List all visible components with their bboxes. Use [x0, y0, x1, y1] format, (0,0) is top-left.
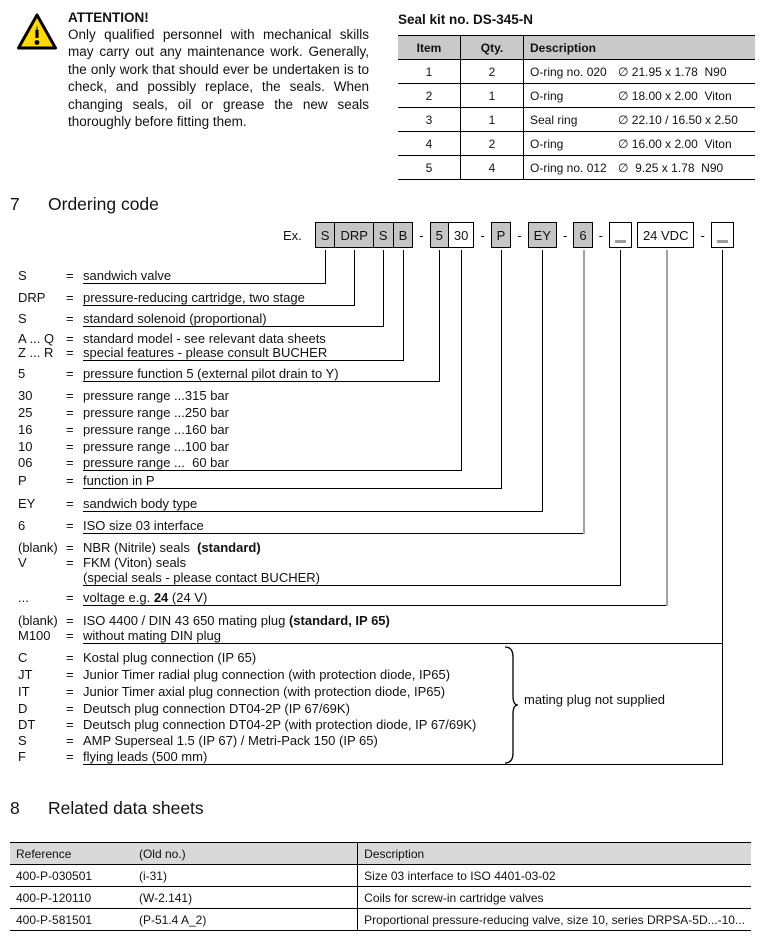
section-number: 7 — [10, 194, 20, 214]
connector-line — [583, 250, 585, 534]
legend-code: F — [18, 749, 26, 764]
legend-code: 06 — [18, 455, 33, 470]
item-cell: 1 — [398, 60, 461, 84]
equals-sign: = — [66, 667, 74, 682]
table-row — [398, 156, 755, 180]
example-label: Ex. — [283, 227, 302, 243]
description-cell — [524, 60, 756, 84]
legend-code: 25 — [18, 405, 33, 420]
equals-sign: = — [66, 733, 74, 748]
legend-description: without mating DIN plug — [83, 628, 222, 643]
reference-cell: 400-P-581501 — [10, 909, 133, 931]
legend-description-segment: 24 — [153, 590, 169, 605]
equals-sign: = — [66, 540, 74, 555]
item-cell: 5 — [398, 156, 461, 180]
legend-description-segment: (24 V) — [168, 590, 208, 605]
legend-row — [0, 733, 760, 749]
legend-description: pressure range ...160 bar — [83, 422, 229, 437]
equals-sign: = — [66, 650, 74, 665]
legend-row — [0, 701, 760, 717]
seal-dimensions: ∅ 22.10 / 16.50 x 2.50 — [618, 112, 738, 127]
ordering-code-diagram — [0, 220, 760, 798]
qty-cell: 1 — [461, 108, 524, 132]
column-header: Reference — [10, 843, 133, 865]
seal-dimensions: ∅ 18.00 x 2.00 Viton — [618, 88, 732, 103]
related-data-sheets-table — [10, 842, 751, 931]
connector-line — [403, 250, 404, 361]
legend-description: (special seals - please contact BUCHER) — [83, 570, 320, 585]
legend-row — [0, 496, 760, 512]
legend-code: P — [18, 473, 27, 488]
equals-sign: = — [66, 590, 74, 605]
equals-sign: = — [66, 628, 74, 643]
seal-name: Seal ring — [530, 112, 578, 127]
legend-description: Deutsch plug connection DT04-2P (with protection diode, IP 67/69K) — [83, 717, 477, 732]
order-code-box: P — [491, 222, 512, 248]
legend-description: pressure range ...100 bar — [83, 439, 229, 454]
column-header: Description — [358, 843, 751, 865]
connector-underline — [83, 283, 326, 284]
order-code-box: EY — [528, 222, 557, 248]
legend-code: 5 — [18, 366, 26, 381]
seal-dimensions: ∅ 16.00 x 2.00 Viton — [618, 136, 732, 151]
legend-description: ISO size 03 interface — [83, 518, 204, 533]
connector-underline — [83, 360, 404, 361]
legend-row — [0, 439, 760, 455]
attention-body: Only qualified personnel with mechanical skills may carry out any maintenance work. Generally, the only work that should ever be undertaken is to check, and possibly replace, the seals. When changing seals, oil or grease the new seals thoroughly before fitting them. — [68, 27, 369, 130]
order-code-box: DRP — [334, 222, 373, 248]
legend-description-segment: (standard, IP 65) — [288, 613, 390, 628]
order-code-boxes — [283, 222, 734, 248]
reference-cell: 400-P-120110 — [10, 887, 133, 909]
legend-row — [0, 590, 760, 606]
legend-row — [0, 555, 760, 571]
legend-row — [0, 628, 760, 644]
legend-code: 30 — [18, 388, 33, 403]
qty-cell: 2 — [461, 60, 524, 84]
legend-description: sandwich body type — [83, 496, 198, 511]
old-number-cell: (P-51.4 A_2) — [133, 909, 358, 931]
legend-row — [0, 717, 760, 733]
order-code-box: 24 VDC — [637, 222, 695, 248]
reference-cell: 400-P-030501 — [10, 865, 133, 887]
legend-row — [0, 422, 760, 438]
connector-underline — [83, 605, 667, 606]
legend-description: flying leads (500 mm) — [83, 749, 208, 764]
section-number: 8 — [10, 798, 20, 818]
code-separator: - — [700, 227, 705, 243]
item-cell: 2 — [398, 84, 461, 108]
code-separator: - — [517, 227, 522, 243]
legend-description — [83, 613, 390, 628]
code-separator: - — [419, 227, 424, 243]
equals-sign: = — [66, 701, 74, 716]
qty-cell: 1 — [461, 84, 524, 108]
connector-underline — [83, 488, 502, 489]
connector-line — [620, 250, 621, 586]
legend-row — [0, 405, 760, 421]
legend-row — [0, 311, 760, 327]
legend-code: (blank) — [18, 540, 58, 555]
equals-sign: = — [66, 331, 74, 346]
legend-code: M100 — [18, 628, 51, 643]
legend-code: 6 — [18, 518, 26, 533]
order-code-box: B — [393, 222, 414, 248]
legend-code: DT — [18, 717, 36, 732]
legend-row — [0, 455, 760, 471]
legend-description: special features - please consult BUCHER — [83, 345, 328, 360]
legend-row — [0, 570, 760, 586]
legend-code: S — [18, 268, 27, 283]
legend-row — [0, 650, 760, 666]
seal-name: O-ring — [530, 88, 564, 103]
equals-sign: = — [66, 518, 74, 533]
legend-code: JT — [18, 667, 33, 682]
legend-description: FKM (Viton) seals — [83, 555, 187, 570]
legend-description: sandwich valve — [83, 268, 172, 283]
legend-description: Deutsch plug connection DT04-2P (IP 67/69K) — [83, 701, 350, 716]
equals-sign: = — [66, 684, 74, 699]
legend-description — [83, 540, 261, 555]
equals-sign: = — [66, 496, 74, 511]
table-row — [10, 865, 751, 887]
connector-line — [439, 250, 440, 382]
attention-title: ATTENTION! — [68, 10, 149, 25]
blank-placeholder-mark — [717, 240, 728, 243]
seal-kit-block — [398, 12, 755, 180]
legend-row — [0, 667, 760, 683]
equals-sign: = — [66, 268, 74, 283]
legend-row — [0, 366, 760, 382]
old-number-cell: (W-2.141) — [133, 887, 358, 909]
code-separator: - — [598, 227, 603, 243]
seal-dimensions: ∅ 9.25 x 1.78 N90 — [618, 160, 724, 175]
old-number-cell: (i-31) — [133, 865, 358, 887]
equals-sign: = — [66, 422, 74, 437]
table-row — [398, 60, 755, 84]
legend-row — [0, 290, 760, 306]
item-cell: 3 — [398, 108, 461, 132]
legend-description: standard solenoid (proportional) — [83, 311, 267, 326]
legend-row — [0, 473, 760, 489]
warning-triangle-icon — [16, 12, 58, 52]
legend-description: pressure range ...250 bar — [83, 405, 229, 420]
order-code-box: 30 — [448, 222, 474, 248]
connector-line — [722, 250, 723, 765]
column-header: Qty. — [461, 36, 524, 60]
order-code-box: 5 — [430, 222, 449, 248]
equals-sign: = — [66, 439, 74, 454]
legend-row — [0, 540, 760, 556]
item-cell: 4 — [398, 132, 461, 156]
column-header: Item — [398, 36, 461, 60]
brace-label: mating plug not supplied — [524, 692, 665, 707]
seal-dimensions: ∅ 21.95 x 1.78 N90 — [618, 64, 727, 79]
legend-row — [0, 268, 760, 284]
equals-sign: = — [66, 311, 74, 326]
legend-code: S — [18, 733, 27, 748]
legend-row — [0, 518, 760, 534]
equals-sign: = — [66, 749, 74, 764]
legend-code: EY — [18, 496, 36, 511]
legend-description: Kostal plug connection (IP 65) — [83, 650, 257, 665]
legend-description: function in P — [83, 473, 155, 488]
legend-code: (blank) — [18, 613, 58, 628]
connector-underline — [83, 533, 584, 534]
legend-row — [0, 613, 760, 629]
table-row — [398, 132, 755, 156]
legend-description: Junior Timer radial plug connection (with protection diode, IP65) — [83, 667, 451, 682]
legend-code: S — [18, 311, 27, 326]
section-title: Related data sheets — [48, 798, 204, 818]
equals-sign: = — [66, 473, 74, 488]
attention-block — [68, 10, 369, 130]
legend-description-segment: voltage e.g. — [83, 590, 154, 605]
legend-code: IT — [18, 684, 30, 699]
qty-cell: 4 — [461, 156, 524, 180]
description-cell — [524, 108, 756, 132]
blank-placeholder-mark — [615, 240, 626, 243]
seal-kit-title: Seal kit no. DS-345-N — [398, 12, 534, 27]
connector-line — [501, 250, 502, 489]
seal-kit-table — [398, 35, 755, 180]
equals-sign: = — [66, 366, 74, 381]
connector-line — [542, 250, 543, 512]
equals-sign: = — [66, 345, 74, 360]
legend-description-segment: NBR (Nitrile) seals — [83, 540, 198, 555]
order-code-box: S — [373, 222, 394, 248]
legend-row — [0, 749, 760, 765]
equals-sign: = — [66, 405, 74, 420]
legend-code: Z ... R — [18, 345, 54, 360]
order-code-box: 6 — [573, 222, 592, 248]
description-cell — [524, 132, 756, 156]
connector-underline — [83, 585, 621, 586]
connector-underline — [83, 764, 723, 765]
legend-code: V — [18, 555, 27, 570]
legend-row — [0, 684, 760, 700]
legend-row — [0, 388, 760, 404]
column-header: (Old no.) — [133, 843, 358, 865]
connector-underline — [83, 381, 440, 382]
section-title: Ordering code — [48, 194, 159, 214]
table-row — [398, 108, 755, 132]
legend-code: A ... Q — [18, 331, 55, 346]
legend-code: 10 — [18, 439, 33, 454]
connector-line — [354, 250, 355, 306]
legend-row — [0, 345, 760, 361]
equals-sign: = — [66, 455, 74, 470]
legend-description-segment: (standard) — [197, 540, 261, 555]
description-cell: Proportional pressure-reducing valve, size 10, series DRPSA-5D...-10... — [358, 909, 751, 931]
connector-line — [325, 250, 326, 284]
connector-underline — [83, 470, 462, 471]
connector-underline — [83, 326, 384, 327]
legend-description — [83, 590, 207, 605]
legend-code: 16 — [18, 422, 33, 437]
legend-description: pressure range ...315 bar — [83, 388, 229, 403]
code-separator: - — [480, 227, 485, 243]
order-code-box — [711, 222, 734, 248]
description-cell — [524, 84, 756, 108]
legend-description: AMP Superseal 1.5 (IP 67) / Metri-Pack 150 (IP 65) — [83, 733, 378, 748]
table-header-row — [398, 36, 755, 60]
column-header: Description — [524, 36, 756, 60]
table-row — [398, 84, 755, 108]
description-cell: Size 03 interface to ISO 4401-03-02 — [358, 865, 751, 887]
equals-sign: = — [66, 290, 74, 305]
description-cell — [524, 156, 756, 180]
connector-line — [461, 250, 462, 471]
seal-name: O-ring no. 020 — [530, 64, 607, 79]
legend-description: pressure function 5 (external pilot drain to Y) — [83, 366, 339, 381]
connector-underline — [83, 511, 543, 512]
qty-cell: 2 — [461, 132, 524, 156]
equals-sign: = — [66, 613, 74, 628]
legend-code: D — [18, 701, 28, 716]
legend-description-segment: ISO 4400 / DIN 43 650 mating plug — [83, 613, 289, 628]
description-cell: Coils for screw-in cartridge valves — [358, 887, 751, 909]
legend-description: standard model - see relevant data sheets — [83, 331, 326, 346]
legend-code: DRP — [18, 290, 46, 305]
legend-description: pressure range ... 60 bar — [83, 455, 229, 470]
legend-description: pressure-reducing cartridge, two stage — [83, 290, 305, 305]
table-row — [10, 887, 751, 909]
equals-sign: = — [66, 717, 74, 732]
order-code-box: S — [315, 222, 336, 248]
legend-code: C — [18, 650, 28, 665]
legend-code: ... — [18, 590, 29, 605]
legend-description: Junior Timer axial plug connection (with protection diode, IP65) — [83, 684, 446, 699]
connector-line — [383, 250, 384, 327]
table-row — [10, 909, 751, 931]
connector-underline — [83, 643, 723, 644]
equals-sign: = — [66, 555, 74, 570]
code-separator: - — [563, 227, 568, 243]
seal-name: O-ring no. 012 — [530, 160, 607, 175]
table-header-row — [10, 843, 751, 865]
equals-sign: = — [66, 388, 74, 403]
seal-name: O-ring — [530, 136, 564, 151]
connector-underline — [83, 305, 355, 306]
order-code-box — [609, 222, 632, 248]
connector-line — [666, 250, 668, 606]
